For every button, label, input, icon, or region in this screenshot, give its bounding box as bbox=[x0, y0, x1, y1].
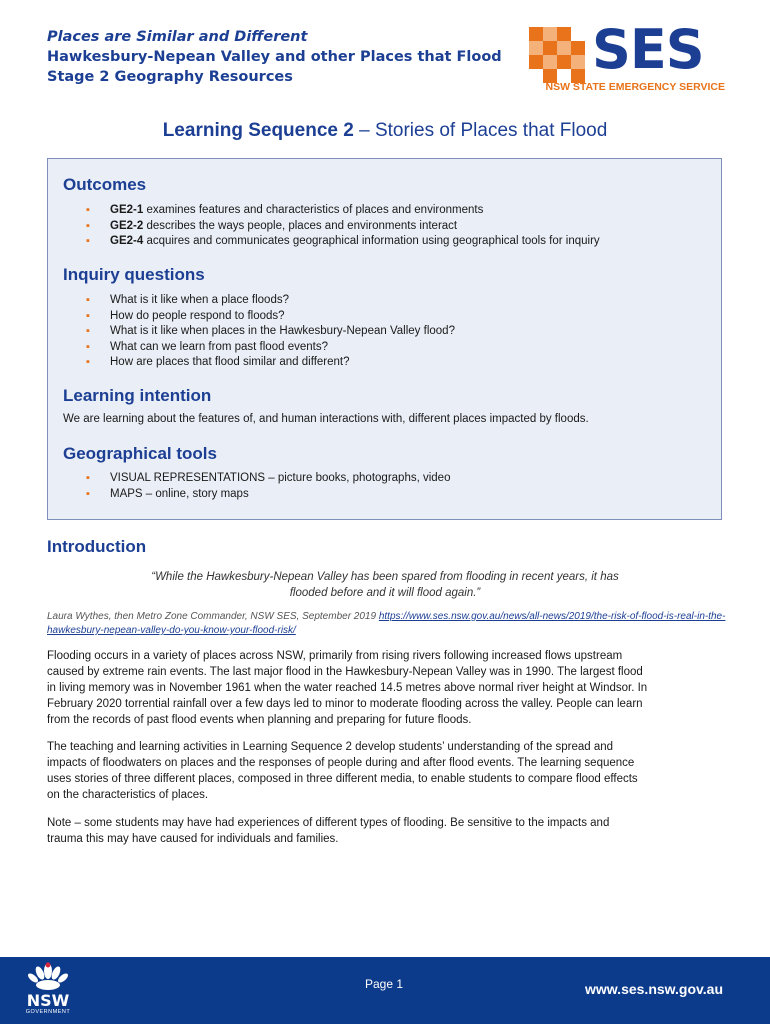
paragraph-line: uses stories of three different places, composed in three different media, to enable students to compare flood effects bbox=[47, 773, 638, 785]
list-item: ▪ How do people respond to floods? bbox=[86, 309, 455, 325]
inquiry-heading: Inquiry questions bbox=[63, 265, 205, 284]
outcomes-list bbox=[86, 203, 600, 250]
footer-bar bbox=[0, 957, 770, 1024]
introduction-heading: Introduction bbox=[47, 537, 147, 556]
header-line-1: Places are Similar and Different bbox=[47, 29, 308, 45]
ses-logo bbox=[529, 18, 729, 97]
paragraph-line: in living memory was in November 1961 when the water reached 14.5 metres above normal river height at Windsor. In bbox=[47, 682, 648, 694]
intro-paragraph-1 bbox=[47, 648, 727, 728]
nsw-logo-subtext: GOVERNMENT bbox=[25, 1009, 71, 1015]
citation-link[interactable]: https://www.ses.nsw.gov.au/news/all-news/2019/the-risk-of-flood-is-real-in-the-hawkesbury-nepean-valley-do-you-know-your-flood-risk/ bbox=[47, 611, 726, 636]
paragraph-line: on the characteristics of places. bbox=[47, 789, 209, 801]
header-line-3: Stage 2 Geography Resources bbox=[47, 69, 293, 85]
list-item bbox=[86, 234, 600, 250]
list-item bbox=[86, 219, 600, 235]
nsw-government-logo bbox=[22, 961, 74, 1019]
list-item bbox=[86, 203, 600, 219]
paragraph-line: Flooding occurs in a variety of places across NSW, primarily from rising rivers following increased flows upstream bbox=[47, 650, 623, 662]
list-item: ▪ What can we learn from past flood events? bbox=[86, 340, 455, 356]
outcome-code: GE2-1 bbox=[110, 204, 144, 216]
ses-checker-icon bbox=[529, 27, 591, 89]
page-number: Page 1 bbox=[365, 977, 404, 991]
citation bbox=[47, 610, 737, 638]
quote-line: “While the Hawkesbury-Nepean Valley has been spared from flooding in recent years, it has bbox=[151, 571, 619, 583]
paragraph-line: from the records of past flood events when planning and preparing for future floods. bbox=[47, 714, 472, 726]
outcome-text: examines features and characteristics of places and environments bbox=[143, 204, 484, 216]
footer-url[interactable]: www.ses.nsw.gov.au bbox=[585, 981, 723, 997]
list-item: ▪ VISUAL REPRESENTATIONS – picture books, photographs, video bbox=[86, 471, 450, 487]
page-title bbox=[0, 120, 770, 142]
tools-heading: Geographical tools bbox=[63, 444, 217, 463]
ses-logo-subtitle: NSW STATE EMERGENCY SERVICE bbox=[545, 81, 725, 93]
paragraph-line: February 2020 torrential rainfall over a few days led to minor to moderate flooding across the valley. People can learn bbox=[47, 698, 643, 710]
intro-paragraph-3 bbox=[47, 815, 727, 847]
quote-line: flooded before and it will flood again.” bbox=[289, 587, 481, 599]
list-item: ▪ MAPS – online, story maps bbox=[86, 487, 450, 503]
inquiry-list bbox=[86, 293, 455, 371]
ses-wordmark: SES bbox=[592, 18, 704, 81]
citation-text: Laura Wythes, then Metro Zone Commander, NSW SES, September 2019 bbox=[47, 611, 379, 622]
paragraph-line: The teaching and learning activities in Learning Sequence 2 develop students’ understanding of the spread and bbox=[47, 741, 614, 753]
outcomes-heading: Outcomes bbox=[63, 175, 147, 194]
intention-text: We are learning about the features of, and human interactions with, different places impacted by floods. bbox=[63, 413, 589, 425]
title-rest: – Stories of Places that Flood bbox=[353, 120, 608, 141]
outcome-code: GE2-2 bbox=[110, 219, 144, 232]
waratah-icon bbox=[22, 961, 74, 993]
paragraph-line: trauma this may have caused for individuals and families. bbox=[47, 833, 339, 845]
paragraph-line: impacts of floodwaters on places and the responses of people during and after flood events. The learning sequence bbox=[47, 757, 635, 769]
list-item: ▪ What is it like when places in the Hawkesbury-Nepean Valley flood? bbox=[86, 324, 455, 340]
list-item: ▪ How are places that flood similar and different? bbox=[86, 355, 455, 371]
outcome-text: describes the ways people, places and environments interact bbox=[143, 219, 458, 232]
header-line-2: Hawkesbury-Nepean Valley and other Places that Flood bbox=[47, 49, 502, 65]
nsw-logo-text: NSW bbox=[26, 991, 70, 1010]
info-box bbox=[47, 158, 722, 520]
paragraph-line: caused by extreme rain events. The last major flood in the Hawkesbury-Nepean Valley was in 1990. The largest flood bbox=[47, 666, 643, 678]
title-bold: Learning Sequence 2 bbox=[162, 120, 354, 141]
list-item: ▪ What is it like when a place floods? bbox=[86, 293, 455, 309]
document-header bbox=[47, 27, 502, 87]
intro-paragraph-2 bbox=[47, 739, 727, 803]
quote bbox=[100, 569, 670, 601]
intention-heading: Learning intention bbox=[63, 386, 212, 405]
tools-list bbox=[86, 471, 450, 502]
paragraph-line: Note – some students may have had experiences of different types of flooding. Be sensitive to the impacts and bbox=[47, 817, 610, 829]
outcome-text: acquires and communicates geographical information using geographical tools for inquiry bbox=[143, 235, 600, 247]
outcome-code: GE2-4 bbox=[110, 235, 144, 247]
